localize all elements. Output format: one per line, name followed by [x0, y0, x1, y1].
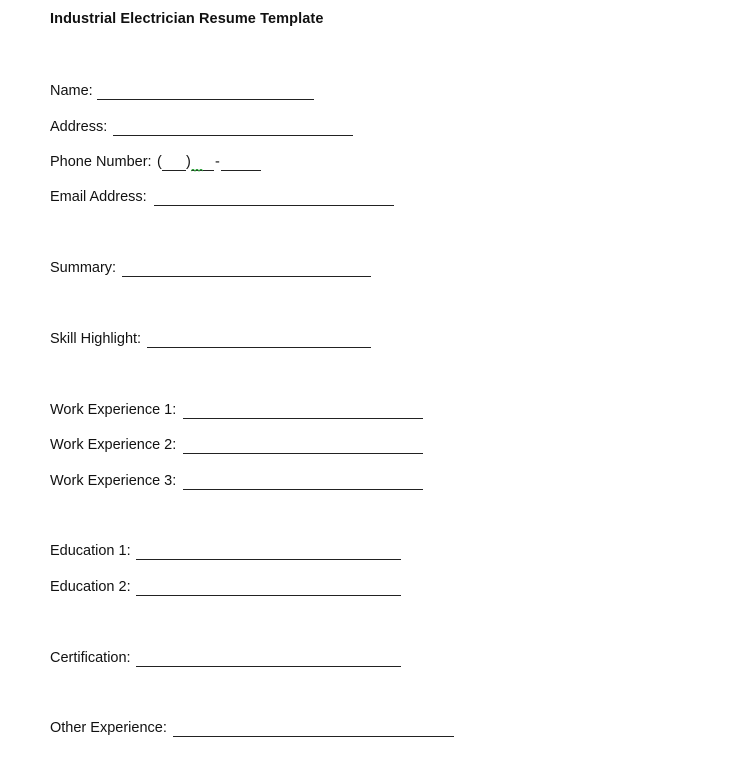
email-blank-line[interactable] [154, 205, 394, 206]
phone-area-code-line[interactable] [162, 170, 186, 171]
document-title: Industrial Electrician Resume Template [50, 11, 324, 27]
address-label: Address: [50, 119, 108, 135]
work-experience-2-label: Work Experience 2: [50, 437, 177, 453]
work-experience-3-label: Work Experience 3: [50, 473, 177, 489]
skill-highlight-label: Skill Highlight: [50, 331, 142, 347]
education-2-label: Education 2: [50, 579, 131, 595]
email-label: Email Address: [50, 189, 147, 205]
certification-label: Certification: [50, 650, 131, 666]
education-1-label: Education 1: [50, 543, 131, 559]
name-label: Name: [50, 83, 93, 99]
work-experience-1-blank-line[interactable] [183, 418, 423, 419]
phone-field [50, 154, 220, 174]
address-blank-line[interactable] [113, 135, 353, 136]
work-experience-3-blank-line[interactable] [183, 489, 423, 490]
certification-blank-line[interactable] [136, 666, 401, 667]
phone-close-paren: ) [186, 154, 191, 170]
phone-dash: - [215, 154, 220, 170]
work-experience-2-blank-line[interactable] [183, 453, 423, 454]
other-experience-blank-line[interactable] [173, 736, 454, 737]
phone-open-paren: ( [157, 154, 162, 170]
work-experience-3-field [50, 473, 176, 493]
email-field [50, 189, 147, 209]
address-field [50, 119, 107, 139]
education-1-field [50, 543, 131, 563]
education-2-blank-line[interactable] [136, 595, 401, 596]
spellcheck-squiggle-path [191, 169, 203, 171]
phone-line-number-line[interactable] [221, 170, 261, 171]
summary-blank-line[interactable] [122, 276, 371, 277]
summary-field [50, 260, 116, 280]
skill-highlight-blank-line[interactable] [147, 347, 371, 348]
skill-highlight-field [50, 331, 141, 351]
education-2-field [50, 579, 131, 599]
other-experience-label: Other Experience: [50, 720, 167, 736]
summary-label: Summary: [50, 260, 117, 276]
work-experience-1-label: Work Experience 1: [50, 402, 177, 418]
phone-label: Phone Number: [50, 154, 152, 170]
work-experience-2-field [50, 437, 176, 457]
name-blank-line[interactable] [97, 99, 314, 100]
other-experience-field [50, 720, 167, 740]
education-1-blank-line[interactable] [136, 559, 401, 560]
name-field [50, 83, 93, 103]
work-experience-1-field [50, 402, 176, 422]
spellcheck-squiggle-icon [191, 169, 203, 173]
certification-field [50, 650, 131, 670]
